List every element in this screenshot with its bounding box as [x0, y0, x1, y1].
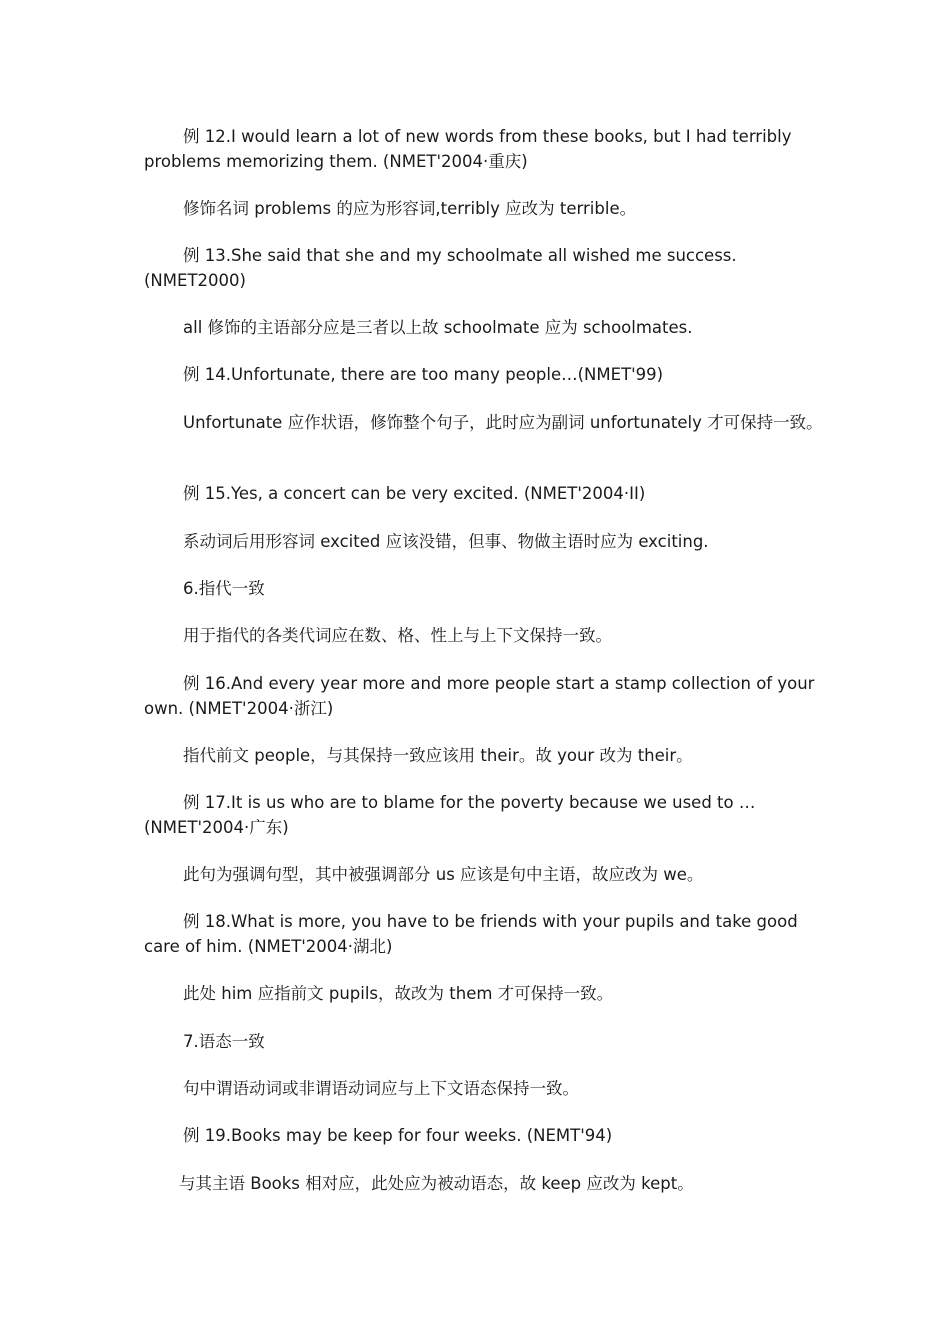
example-17	[144, 790, 820, 840]
section-7-heading-text: 7.语态一致	[183, 1032, 265, 1051]
section-6-heading	[144, 576, 820, 601]
explanation-18-text: 此处 him 应指前文 pupils，故改为 them 才可保持一致。	[183, 984, 614, 1003]
example-14-text: 例 14.Unfortunate, there are too many people…(NMET'99)	[183, 365, 664, 384]
example-18-text: 例 18.What is more, you have to be friends with your pupils and take good care of him. (NMET'2004·湖北)	[144, 912, 798, 956]
example-13	[144, 243, 820, 293]
example-15-text: 例 15.Yes, a concert can be very excited. (NMET'2004·II)	[183, 484, 646, 503]
example-13-text: 例 13.She said that she and my schoolmate all wished me success. (NMET2000)	[144, 246, 737, 290]
explanation-14	[144, 410, 834, 435]
explanation-16-text: 指代前文 people，与其保持一致应该用 their。故 your 改为 their。	[183, 746, 693, 765]
explanation-15-text: 系动词后用形容词 excited 应该没错，但事、物做主语时应为 exciting.	[183, 532, 709, 551]
section-7-heading	[144, 1029, 820, 1054]
explanation-12	[144, 196, 820, 221]
explanation-19-text: 与其主语 Books 相对应，此处应为被动语态，故 keep 应改为 kept。	[179, 1174, 694, 1193]
example-16	[144, 671, 820, 721]
explanation-16	[144, 743, 820, 768]
example-14	[144, 362, 820, 387]
explanation-17-text: 此句为强调句型，其中被强调部分 us 应该是句中主语，故应改为 we。	[183, 865, 704, 884]
example-16-text: 例 16.And every year more and more people start a stamp collection of your own. (NMET'2004·浙江)	[144, 674, 815, 718]
example-18	[144, 909, 820, 959]
explanation-13	[144, 315, 820, 340]
section-6-description-text: 用于指代的各类代词应在数、格、性上与上下文保持一致。	[183, 626, 612, 645]
explanation-17	[144, 862, 820, 887]
section-7-description-text: 句中谓语动词或非谓语动词应与上下文语态保持一致。	[183, 1079, 579, 1098]
explanation-12-text: 修饰名词 problems 的应为形容词,terribly 应改为 terrible。	[183, 199, 637, 218]
explanation-19	[140, 1171, 816, 1196]
example-19	[144, 1123, 820, 1148]
example-15	[144, 481, 820, 506]
example-17-text: 例 17.It is us who are to blame for the poverty because we used to … (NMET'2004·广东)	[144, 793, 756, 837]
explanation-15	[144, 529, 820, 554]
explanation-14-text: Unfortunate 应作状语，修饰整个句子，此时应为副词 unfortunately 才可保持一致。	[183, 413, 823, 432]
explanation-13-text: all 修饰的主语部分应是三者以上故 schoolmate 应为 schoolmates.	[183, 318, 693, 337]
explanation-18	[144, 981, 820, 1006]
example-12	[144, 124, 820, 174]
section-6-heading-text: 6.指代一致	[183, 579, 265, 598]
example-19-text: 例 19.Books may be keep for four weeks. (NEMT'94)	[183, 1126, 613, 1145]
example-12-text: 例 12.I would learn a lot of new words from these books, but I had terribly problems memorizing them. (NMET'2004·重庆)	[144, 127, 792, 171]
section-6-description	[144, 623, 820, 648]
section-7-description	[144, 1076, 820, 1101]
